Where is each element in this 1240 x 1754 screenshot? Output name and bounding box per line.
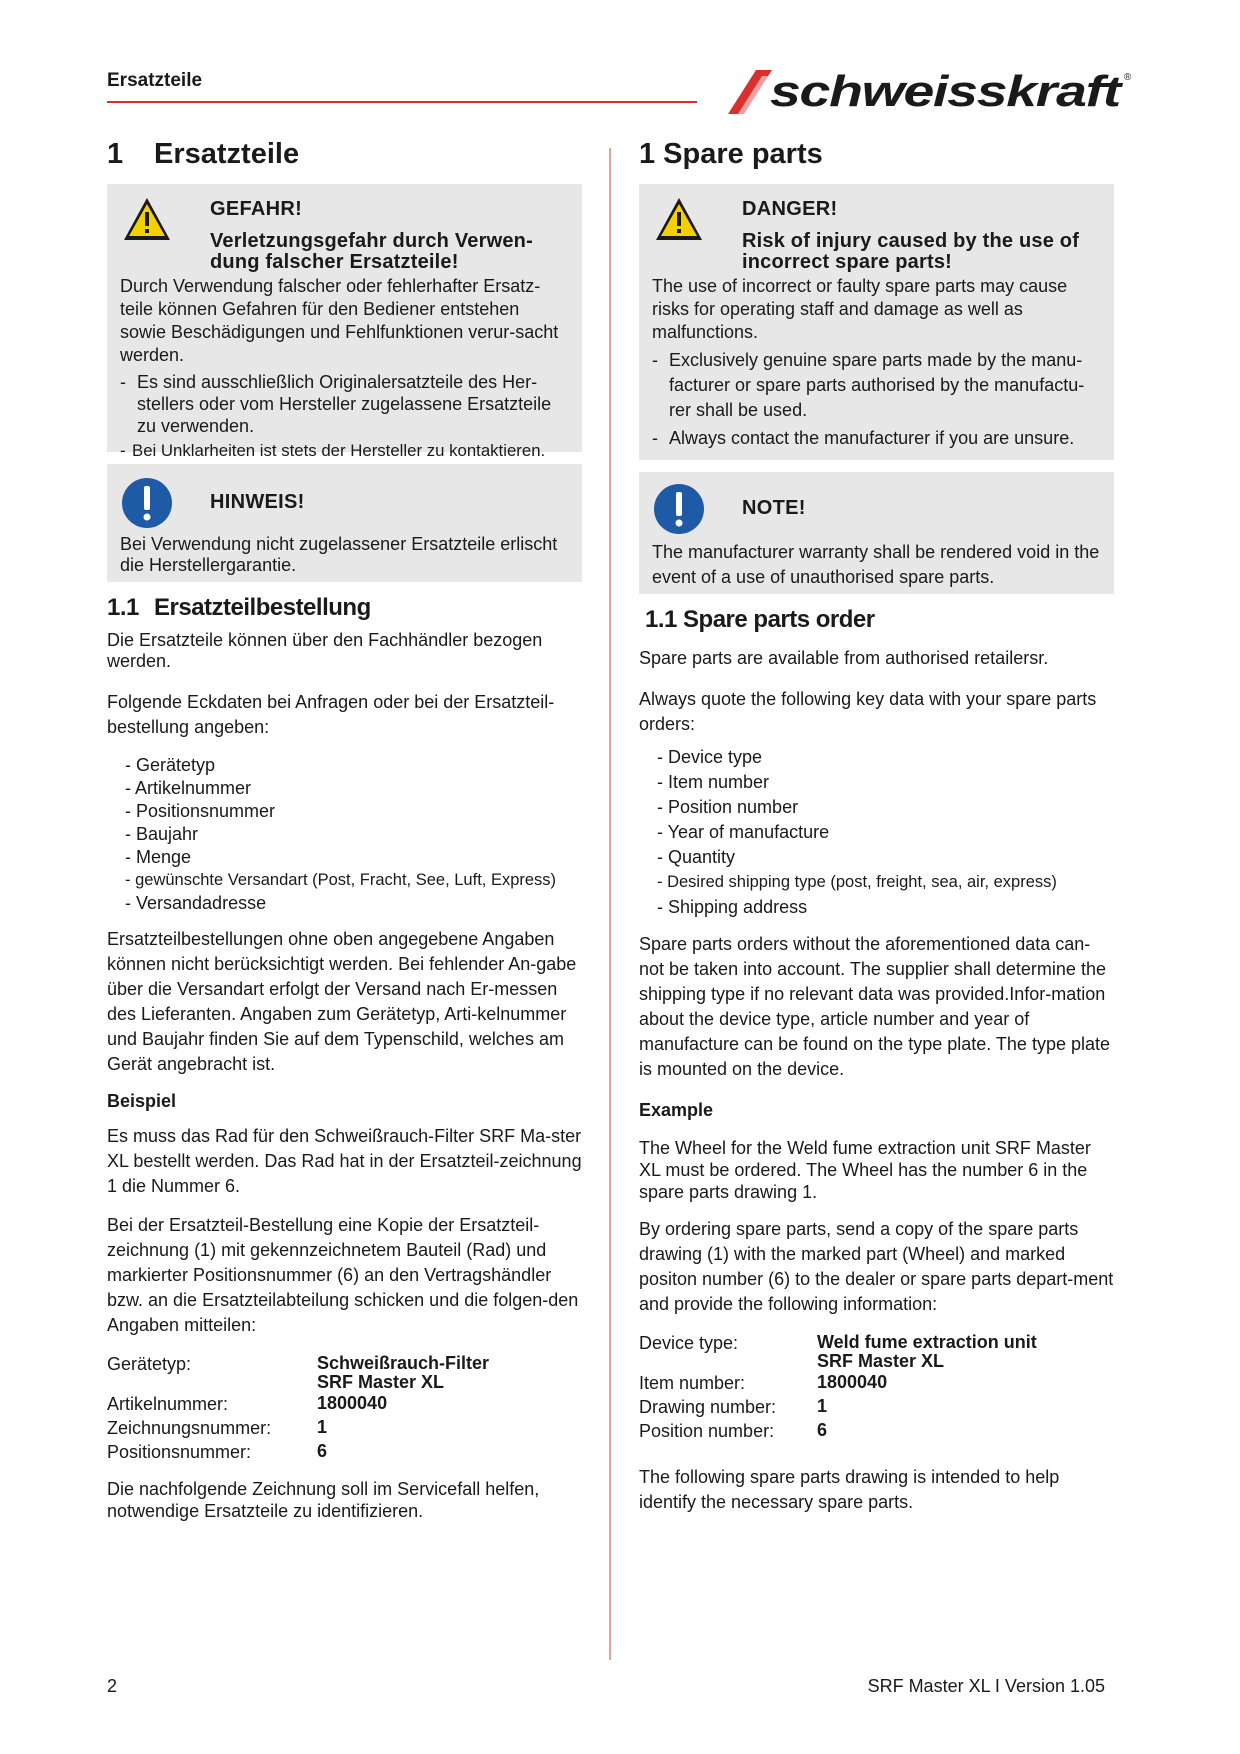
detail-value: Weld fume extraction unit SRF Master XL <box>817 1332 1037 1371</box>
page-number: 2 <box>107 1676 118 1696</box>
header-rule <box>107 101 697 103</box>
info-exclamation-icon <box>652 480 742 536</box>
subsection-title: Ersatzteilbestellung <box>154 594 371 621</box>
paragraph: Ersatzteilbestellungen ohne oben angegebene Angaben können nicht berücksichtigt werden. Bei fehlender An-gabe über die Versandart erfolgt der Versand nach Er-messen des Lieferanten. Angaben zum Gerätetyp, Arti-kelnummer und Baujahr finden Sie auf dem Typenschild, welches am Gerät angebracht ist. <box>107 929 577 1074</box>
paragraph: The Wheel for the Weld fume extraction unit SRF Master XL must be ordered. The Wheel has the number 6 in the spare parts drawing 1. <box>639 1138 1091 1202</box>
list-item: - Device type <box>657 745 1114 770</box>
danger-item: - Exclusively genuine spare parts made by the manu-facturer or spare parts authorised by the manufactu-rer shall be used. <box>652 348 1101 423</box>
list-item: - Gerätetyp <box>125 754 582 777</box>
detail-key: Gerätetyp: <box>107 1354 192 1374</box>
section-heading-en: 1 Spare parts <box>639 138 823 170</box>
paragraph: Die nachfolgende Zeichnung soll im Servicefall helfen, notwendige Ersatzteile zu identifizieren. <box>107 1479 540 1521</box>
paragraph: Die Ersatzteile können über den Fachhändler bezogen werden. <box>107 630 543 671</box>
detail-value: 1800040 <box>817 1372 888 1392</box>
section-heading-de <box>107 138 582 171</box>
detail-value: 6 <box>817 1420 828 1440</box>
detail-value: Schweißrauch-Filter SRF Master XL <box>317 1353 490 1392</box>
example-label: Beispiel <box>107 1091 177 1111</box>
list-item: - Shipping address <box>657 895 1114 920</box>
header-section-title: Ersatzteile <box>107 70 203 91</box>
order-details-table <box>639 1331 1067 1443</box>
detail-key: Zeichnungsnummer: <box>107 1418 272 1438</box>
note-signal-word: HINWEIS! <box>210 490 305 513</box>
detail-key: Artikelnummer: <box>107 1394 229 1414</box>
danger-item: - Es sind ausschließlich Originalersatzteile des Her-stellers oder vom Hersteller zugelassene Ersatzteile zu verwenden. <box>120 371 569 437</box>
paragraph: Spare parts are available from authorised retailersr. <box>639 648 1049 668</box>
paragraph: By ordering spare parts, send a copy of the spare parts drawing (1) with the marked part (Wheel) and marked positon number (6) to the dealer or spare parts depart-ment and provide the following information: <box>639 1219 1114 1314</box>
key-data-list <box>125 754 582 915</box>
danger-signal-word: DANGER! <box>742 198 838 220</box>
danger-text: The use of incorrect or faulty spare parts may cause risks for operating staff and damage as well as malfunctions. <box>652 276 1068 342</box>
example-label: Example <box>639 1100 714 1120</box>
subsection-number: 1.1 <box>107 594 139 621</box>
table-row <box>107 1416 507 1440</box>
detail-value: 1 <box>317 1417 328 1437</box>
danger-headline: Risk of injury caused by the use of incorrect spare parts! <box>742 230 1080 273</box>
paragraph: Spare parts orders without the aforementioned data can-not be taken into account. The supplier shall determine the shipping type if no relevant data was provided.Infor-mation about the device type, article number and year of manufacture can be found on the type plate. The type plate is mounted on the device. <box>639 934 1110 1079</box>
list-item: - Year of manufacture <box>657 820 1114 845</box>
list-item: - Baujahr <box>125 823 582 846</box>
table-row <box>107 1352 507 1392</box>
detail-key: Positionsnummer: <box>107 1442 252 1462</box>
detail-value: 6 <box>317 1441 328 1461</box>
list-item: - Desired shipping type (post, freight, sea, air, express) <box>657 870 1114 895</box>
paragraph: Bei der Ersatzteil-Bestellung eine Kopie der Ersatzteil-zeichnung (1) mit gekennzeichnetem Bauteil (Rad) und markierter Positionsnummer (6) an den Vertragshändler bzw. an die Ersatzteilabteilung schicken und die folgen-den Angaben mitteilen: <box>107 1215 579 1335</box>
danger-headline: Verletzungsgefahr durch Verwen-dung falscher Ersatzteile! <box>210 230 533 273</box>
table-row <box>639 1371 1067 1395</box>
german-column <box>107 138 582 1536</box>
danger-item: - Always contact the manufacturer if you are unsure. <box>652 426 1101 451</box>
paragraph: Folgende Eckdaten bei Anfragen oder bei der Ersatzteil-bestellung angeben: <box>107 692 555 737</box>
schweisskraft-logo <box>726 66 1136 116</box>
table-row <box>639 1419 1067 1443</box>
table-row <box>639 1331 1067 1371</box>
detail-value: 1800040 <box>317 1393 388 1413</box>
key-data-list <box>657 745 1114 920</box>
subsection-heading-de <box>107 594 582 622</box>
detail-key: Position number: <box>639 1421 775 1441</box>
info-exclamation-icon <box>120 474 210 530</box>
list-item: - Artikelnummer <box>125 777 582 800</box>
detail-value: 1 <box>817 1396 828 1416</box>
note-text: The manufacturer warranty shall be rendered void in the event of a use of unauthorised spare parts. <box>652 542 1100 587</box>
danger-box-en <box>639 184 1114 460</box>
list-item: - Quantity <box>657 845 1114 870</box>
table-row <box>639 1395 1067 1419</box>
detail-key: Drawing number: <box>639 1397 777 1417</box>
english-column <box>639 138 1114 1529</box>
detail-key: Device type: <box>639 1333 739 1353</box>
paragraph: The following spare parts drawing is intended to help identify the necessary spare parts. <box>639 1467 1060 1512</box>
list-item: - Item number <box>657 770 1114 795</box>
warning-triangle-icon <box>120 194 210 246</box>
danger-item: - Bei Unklarheiten ist stets der Hersteller zu kontaktieren. <box>120 440 569 462</box>
paragraph: Always quote the following key data with your spare parts orders: <box>639 689 1097 734</box>
column-divider <box>609 148 611 1660</box>
list-item: - Positionsnummer <box>125 800 582 823</box>
note-signal-word: NOTE! <box>742 496 806 519</box>
section-number: 1 <box>107 138 124 170</box>
table-row <box>107 1440 507 1464</box>
list-item: - gewünschte Versandart (Post, Fracht, See, Luft, Express) <box>125 869 582 892</box>
order-details-table <box>107 1352 507 1464</box>
subsection-heading-en: 1.1 Spare parts order <box>645 606 875 633</box>
danger-text: Durch Verwendung falscher oder fehlerhafter Ersatz-teile können Gefahren für den Bediener entstehen sowie Beschädigungen und Fehlfunktionen verur-sacht werden. <box>120 276 559 365</box>
warning-triangle-icon <box>652 194 742 246</box>
note-text: Bei Verwendung nicht zugelassener Ersatzteile erlischt die Herstellergarantie. <box>120 534 558 575</box>
document-version: SRF Master XL I Version 1.05 <box>867 1676 1105 1696</box>
note-box-de <box>107 464 582 582</box>
logo-registered-mark: ® <box>1124 72 1132 83</box>
danger-box-de <box>107 184 582 460</box>
logo-wordmark: schweisskraft <box>770 67 1125 116</box>
paragraph: Es muss das Rad für den Schweißrauch-Filter SRF Ma-ster XL bestellt werden. Das Rad hat in der Ersatzteil-zeichnung 1 die Nummer 6. <box>107 1126 582 1196</box>
detail-key: Item number: <box>639 1373 746 1393</box>
table-row <box>107 1392 507 1416</box>
note-box-en <box>639 472 1114 594</box>
list-item: - Menge <box>125 846 582 869</box>
danger-signal-word: GEFAHR! <box>210 198 303 220</box>
list-item: - Versandadresse <box>125 892 582 915</box>
section-title: Ersatzteile <box>154 138 300 170</box>
list-item: - Position number <box>657 795 1114 820</box>
